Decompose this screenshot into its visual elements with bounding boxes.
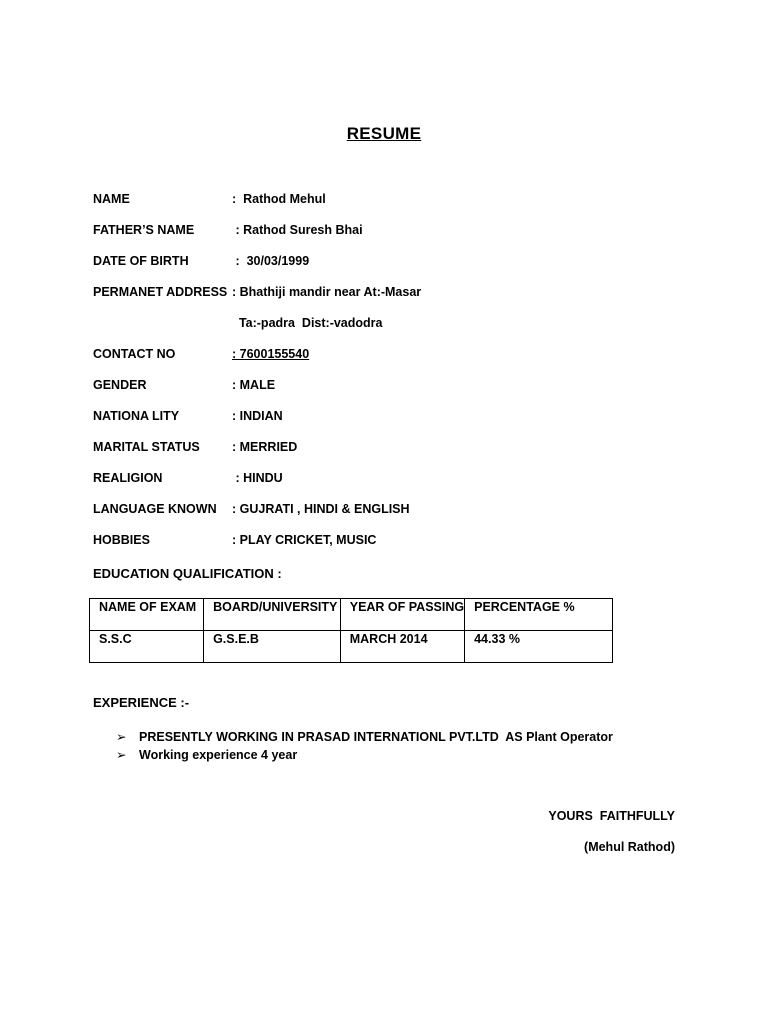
field-label: HOBBIES <box>93 533 150 547</box>
arrow-bullet-icon: ➢ <box>116 748 127 762</box>
education-table <box>89 598 613 663</box>
table-header-row <box>90 599 613 631</box>
field-value: : MERRIED <box>232 440 298 454</box>
page-title: RESUME <box>346 124 422 143</box>
field-label: NATIONA LITY <box>93 409 180 423</box>
field-label: GENDER <box>93 378 147 392</box>
field-address-line-2 <box>93 316 693 347</box>
field-language-known <box>93 502 693 533</box>
field-religion <box>93 471 693 502</box>
field-value: : PLAY CRICKET, MUSIC <box>232 533 377 547</box>
table-row <box>90 631 613 663</box>
field-value: : GUJRATI , HINDI & ENGLISH <box>232 502 410 516</box>
field-value: : HINDU <box>232 471 283 485</box>
column-header: YEAR OF PASSING <box>340 599 464 631</box>
field-label: REALIGION <box>93 471 163 485</box>
field-nationality <box>93 409 693 440</box>
experience-heading: EXPERIENCE :- <box>93 695 190 710</box>
field-label: MARITAL STATUS <box>93 440 200 454</box>
field-label: FATHER’S NAME <box>93 223 195 237</box>
field-contact-no <box>93 347 693 378</box>
column-header: BOARD/UNIVERSITY <box>204 599 341 631</box>
list-item <box>116 747 613 765</box>
experience-text: PRESENTLY WORKING IN PRASAD INTERNATIONL PVT.LTD AS Plant Operator <box>139 730 613 744</box>
education-heading: EDUCATION QUALIFICATION : <box>93 566 282 581</box>
field-label: LANGUAGE KNOWN <box>93 502 217 516</box>
field-value: : INDIAN <box>232 409 283 423</box>
field-marital-status <box>93 440 693 471</box>
table-cell: S.S.C <box>90 631 204 663</box>
experience-list <box>116 729 613 765</box>
list-item <box>116 729 613 747</box>
field-value: : Rathod Suresh Bhai <box>232 223 363 237</box>
field-value: : MALE <box>232 378 276 392</box>
field-label: NAME <box>93 192 130 206</box>
field-label: CONTACT NO <box>93 347 176 361</box>
signature-name: (Mehul Rathod) <box>584 840 675 854</box>
personal-details <box>93 192 693 564</box>
column-header: NAME OF EXAM <box>90 599 204 631</box>
arrow-bullet-icon: ➢ <box>116 730 127 744</box>
column-header: PERCENTAGE % <box>465 599 613 631</box>
table-cell: G.S.E.B <box>204 631 341 663</box>
field-value: : Rathod Mehul <box>232 192 326 206</box>
field-value: : 30/03/1999 <box>232 254 310 268</box>
field-gender <box>93 378 693 409</box>
field-label: DATE OF BIRTH <box>93 254 189 268</box>
field-label: PERMANET ADDRESS <box>93 285 228 299</box>
contact-number-link[interactable]: : 7600155540 <box>232 347 310 361</box>
field-permanent-address <box>93 285 693 316</box>
table-cell: 44.33 % <box>465 631 613 663</box>
closing-salutation: YOURS FAITHFULLY <box>548 809 675 823</box>
table-cell: MARCH 2014 <box>340 631 464 663</box>
experience-text: Working experience 4 year <box>139 748 298 762</box>
field-name <box>93 192 693 223</box>
field-date-of-birth <box>93 254 693 285</box>
field-value: Ta:-padra Dist:-vadodra <box>232 316 383 330</box>
field-fathers-name <box>93 223 693 254</box>
field-value: : Bhathiji mandir near At:-Masar <box>232 285 422 299</box>
field-hobbies <box>93 533 693 564</box>
